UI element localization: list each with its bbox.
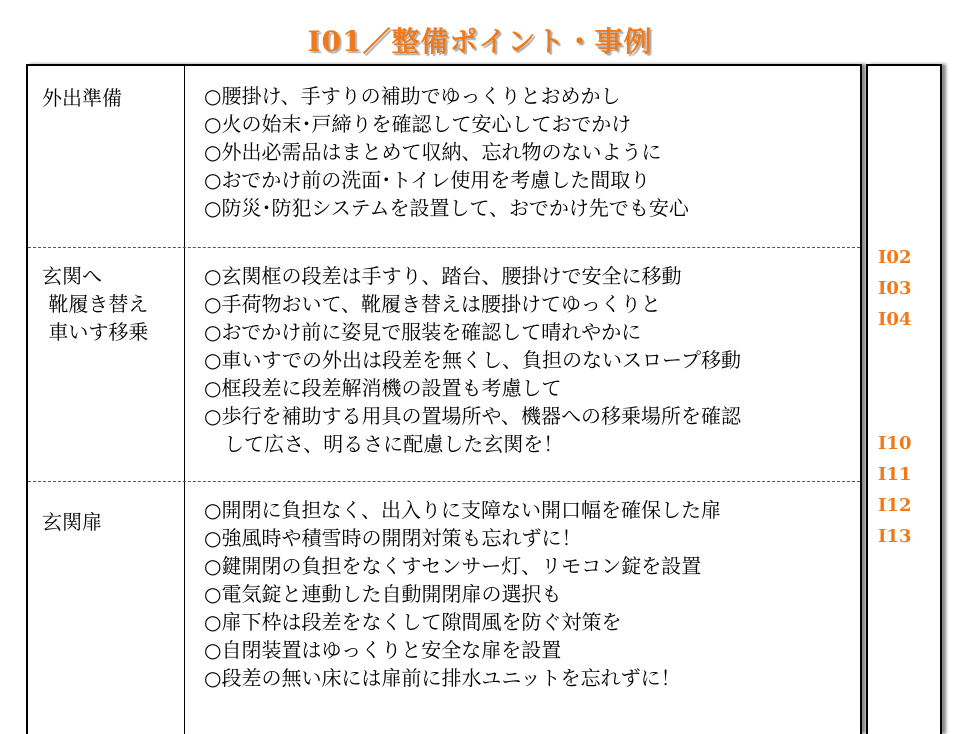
reference-code: Ⅰ03 <box>878 278 912 299</box>
list-item: して広さ、明るさに配慮した玄関を！ <box>204 432 564 456</box>
column-divider <box>184 66 185 734</box>
row-divider <box>28 481 860 482</box>
list-item: ○扉下枠は段差をなくして隙間風を防ぐ対策を <box>204 610 622 634</box>
reference-code: Ⅰ10 <box>878 433 912 454</box>
list-item: ○防災･防犯システムを設置して、おでかけ先でも安心 <box>204 196 689 220</box>
list-item: ○腰掛け、手すりの補助でゆっくりとおめかし <box>204 84 621 108</box>
section-label-entrance: 玄関へ 靴履き替え 車いす移乗 <box>42 264 149 344</box>
list-item: ○鍵開閉の負担をなくすセンサー灯、リモコン錠を設置 <box>204 554 702 578</box>
page-title: Ⅰ01／整備ポイント・事例 <box>307 25 653 58</box>
list-item: ○歩行を補助する用具の置場所や、機器への移乗場所を確認 <box>204 404 742 428</box>
section-label-entrance-door: 玄関扉 <box>42 510 102 534</box>
reference-list-1 <box>878 242 911 335</box>
list-item: ○強風時や積雪時の開閉対策も忘れずに！ <box>204 526 582 550</box>
reference-code: Ⅰ13 <box>878 526 912 547</box>
section-items-entrance <box>204 262 741 458</box>
list-item: ○車いすでの外出は段差を無くし、負担のないスロープ移動 <box>204 348 742 372</box>
reference-code: Ⅰ11 <box>878 464 912 485</box>
list-item: ○火の始末･戸締りを確認して安心しておでかけ <box>204 112 632 136</box>
section-items-entrance-door <box>204 496 721 692</box>
reference-code: Ⅰ12 <box>878 495 912 516</box>
reference-list-2 <box>878 428 911 552</box>
list-item: ○外出必需品はまとめて収納、忘れ物のないように <box>204 140 662 164</box>
reference-column <box>866 64 942 734</box>
reference-code: Ⅰ02 <box>878 247 912 268</box>
list-item: ○手荷物おいて、靴履き替えは腰掛けてゆっくりと <box>204 292 661 316</box>
list-item: ○おでかけ前の洗面･トイレ使用を考慮した間取り <box>204 168 651 192</box>
row-divider <box>28 247 860 248</box>
list-item: ○おでかけ前に姿見で服装を確認して晴れやかに <box>204 320 642 344</box>
list-item: ○自閉装置はゆっくりと安全な扉を設置 <box>204 638 562 662</box>
section-label-outing-prep: 外出準備 <box>42 86 122 110</box>
content-table <box>26 64 862 734</box>
reference-code: Ⅰ04 <box>878 309 912 330</box>
list-item: ○開閉に負担なく、出入りに支障ない開口幅を確保した扉 <box>204 498 722 522</box>
list-item: ○段差の無い床には扉前に排水ユニットを忘れずに！ <box>204 666 681 690</box>
list-item: ○框段差に段差解消機の設置も考慮して <box>204 376 562 400</box>
list-item: ○電気錠と連動した自動開閉扉の選択も <box>204 582 562 606</box>
section-items-outing-prep <box>204 82 689 222</box>
list-item: ○玄関框の段差は手すり、踏台、腰掛けで安全に移動 <box>204 264 682 288</box>
